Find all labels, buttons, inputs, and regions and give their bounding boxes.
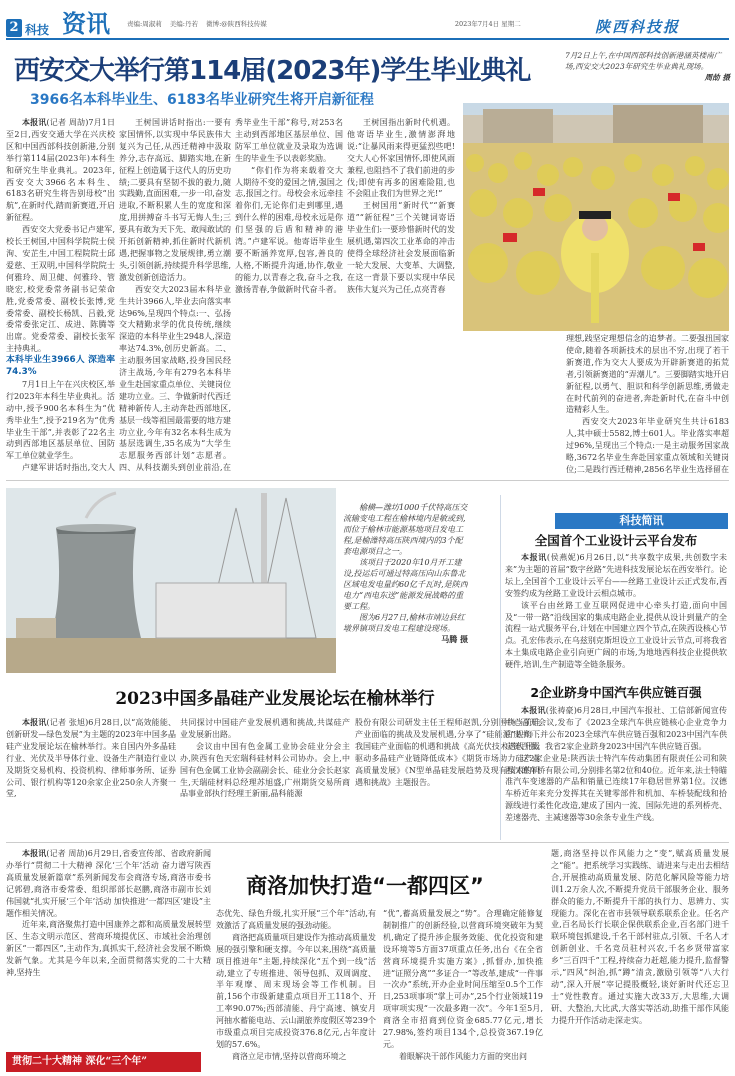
lead-col-3a: 秀毕业生干部”称号,对253名主动到西部地区基层单位、国防军工单位就业及录取为选调生的毕业生予以表彰奖励。 “你们作为将来载着交大人期待不变的爱国之情,强国之志,报国之行。母校会永远牵挂着你们,无论你们走到哪里,遇到什么样的困难,母校永远是你们坚强的后盾和精神的港湾。”卢建军说。他寄语毕业生要不断涵养宽厚,包容,善良的人格,不断提升沟通,协作,敬业的能力,以青春之我,奋斗之我,激扬青春,争做新时代奋斗者。 <box>235 118 343 294</box>
mid-headline: 2023中国多晶硅产业发展论坛在榆林举行 <box>115 689 435 709</box>
sidebar-item2-title: 2企业跻身中国汽车供应链百强 <box>530 685 702 700</box>
power-station-caption: 榆横—潍坊1000千伏特高压交流输变电工程在榆林境内是敏或到,而位于榆林市能源基地项目发电工程,是榆潍特高压陕西境内的3个配套电源项目之一。 该项目于2020年10月开工建设,投运后可通过特高压向山东鲁北区域电发电量约60亿千瓦时,是陕西电力“西电东送”能源发展战略的重要工程。 图为6月27日,榆林市靖边县红墩界镇项目发电工程建设现场。 马腾 摄 <box>343 503 468 644</box>
paper-name: 陕西科技报 <box>595 18 681 36</box>
lead-photo-credit: 周劼 摄 <box>704 73 730 82</box>
sidebar-item2-body: 本报讯(张祷豪)6月28日,中国汽车报社、工信部新闻宣传中心召开会议,发布了《2023全球汽车供应链核心企业竞争力白皮书》,并公布2023全球汽车供应链百强和2023中国汽车供应链百强。我省2家企业跻身2023中国汽车供应链百强。 这2家企业是:陕西法士特汽车传动集团有限责任公司和陕西汉德车桥有限公司,分别排名第2位和40位。近年来,法士特瞄准汽车变速器的产品和销量已连续17年稳居世界第1位。汉德车桥近年来充分发挥其在关键零部件和机加、车桥装配线和拾源线进行柔性化改造,建成了国内一流、国际先进的系列桥壳、差速器壳、主减速器等30余条专业生产线。 <box>505 705 727 823</box>
date-line: 2023年7月4日 星期二 <box>454 20 521 28</box>
mid-col-2: 共同探讨中国硅产业发展机遇和挑战,共谋硅产业发展新出路。 会议由中国有色金属工业协会硅业分会主办,陕西有色天宏瑞科硅材料公司协办。会上,中国有色金属工业协会副副会长、硅业分会长赵家生,天瑞硅材料总经理苏旭盛,广州期货交易所商品事业部执行经理王新丽,晶科能源 <box>180 718 350 799</box>
lead-col-4: 理想,践坚定理想信念的追梦者。二要强扭国家使命,随着各项新技术的层出不穷,出现了若干新赛道,作为交大人要成为开辟新赛道的拓荒者,引领新赛道的“弄潮儿”。三要脚踏实地开启新征程,以勇气、胆识和科学创新思维,勇做走在时代前列的奋进者,奔赴新时代,在奋斗中创造精彩人生。 西安交大2023年毕业研究生共计6183人,其中硕士5582,博士601人。毕业落实率超过96%,呈现出三个特点:一是主动服务国家战略,3672名毕业生奔赴国家重点领域和关键岗位;二是践行西迁精神,2856名毕业生选择留在 <box>566 334 729 474</box>
lead-col-3b: 王树国指出新时代机遇。他寄语毕业生,激情澎湃地说:“让暴风雨来得更猛烈些吧!交大人心怀家国情怀,即使风雨兼程,也阻挡不了我们前进的步伐;即使有再多的困难险阻,也不会阻止我们为世界之光!” 王树国用“新时代”“新赛道”“新征程”三个关键词寄语毕业生们:一要珍惜新时代的发展机遇,第四次工业革命的冲击使得全球经济社会发展面临新一轮大发展、大变革、大调整,在这一背景下要以实现中华民族伟大复兴为己任,点亮青春 <box>347 118 455 294</box>
bottom-banner: 贯彻二十大精神 深化“三个年” <box>6 1052 201 1072</box>
power-station-photo <box>6 488 336 673</box>
lead-col-1: 本报讯(记者 周劼)7月1日至2日,西安交通大学在兴庆校区和中国西部科技创新港,分别举行第114届(2023年)本科生和研究生毕业典礼。2023年,西安交大3966名本科生、6183名研究生将告别母校“出航”,在新时代,踏而新赛道,开启新征程。 西安交大党委书记卢建军,校长王树国,中国科学院院士侯洵、安芷生,中国工程院院士邱爱慈、王双明,中国科学院院士何雅玲、周卫健、何雅玲、管晓宏,校党委常务副书记荣命胜,党委常委、副校长张博,党委常委、副校长杨凯、吕毅,党委常委张定江、成进、陈腾等出席。党委常委、副校长张军主持典礼。 本科毕业生3966人 深造率74.3% 7月1日上午在兴庆校区,举行2023年本科生毕业典礼。活动中,授予900名本科生为“优秀毕业生”,授予219名为“优秀毕业生干部”,并表彰了22名主动到西部地区基层单位、国防军工单位就业学生。 卢建军讲话时指出,交大人 <box>6 117 115 473</box>
sidebar-item1-title: 全国首个工业设计云平台发布 <box>534 533 698 548</box>
bottom-headline: 商洛加快打造“一都四区” <box>246 874 484 898</box>
editor-1: 责编:周淑莉 <box>127 20 162 28</box>
bottom-col-2: 态优先、绿色升级,扎实开展“三个年”活动,有效激活了高质量发展的强劲动能。 商洛把高质量项目建设作为推动高质量发展的强引擎和硬支撑。今年以来,围绕“高质量项目推进年”主题,持续深化“五个到一线”活动,建立了专班推进、领导包抓、双周调度、半年观摩、周末现场会等工作机制。目前,156个市级新建重点项目开工118个、开工率90.07%;西部清能、丹宁高速、镇安月河抽水蓄能电站、云山湖旅养度假区等239个市级重点项目完成投资376.8亿元,占年度计划的57.6%。 商洛立足市情,坚持以营商环境之 <box>216 909 376 1061</box>
lead-col-2: 王树国讲话时指出:一要有家国情怀,以实现中华民族伟大复兴为己任,从西迁精神中汲取养分,志存高远、脚踏实地,在新征程上创造属于这代人的历史功绩;二要具有坚韧不拔的毅力,随实践勤,直面困难,一步一印,奋发进取,不断积累人生的宽度和深度,用拼搏奋斗书写无悔人生;三要具有敢为天下先、敢闯敢试的开拓创新精神,抓住新时代新机遇,把握事物之发展规律,勇立潮头,引领创新,持续提升科学思维,激发创新创造活力。 西安交大2023届本科毕业生共计3966人,毕业去向落实率达96%,呈现四个特点:一、弘扬交大精勤求学的优良传统,继续深造的本科毕业生2948人,深造率达74.3%,创历史新高。二、主动服务国家战略,投身国民经济主战场,今年有279名本科毕业生赴国家重点单位、关键岗位建功立业。三、争做新时代西迁精神新传人,主动奔赴西部地区,基层一线等祖国最需要的地方建功立业,今年有32名本科生成为基层选调生,35名成为“大学生志愿服务西部计划”志愿者。四、从科技潮头到创业前沿,在 <box>119 118 231 473</box>
masthead-rule <box>6 38 729 40</box>
section-divider <box>6 480 729 481</box>
editor-3: 微博:@陕西科技传媒 <box>206 20 267 28</box>
lead-section-head-undergrad: 本科毕业生3966人 深造率74.3% <box>6 355 115 378</box>
masthead <box>0 0 735 40</box>
lead-col-3 <box>235 117 455 475</box>
bottom-col-3: “优”,蓄高质量发展之“势”。合理确定能修复制制推广的创新经验,以营商环境突破年为契机,确定了提升涉企服务效能、优化投资和建设环境等5方面37项重点任务,出台《在全省营商环境提升实施方案》,抓督办,加快推进“证照分离”“多证合一”等改革,建成“一件事一次办”系统,开办企业时间压缩至0.5个工作日,253项事项“掌上可办”,25个行业领域119项审项实现“一次最多跑一次”。今年1至5月,商洛全市招商到位资金685.77亿元,增长27.98%,签约项目134个,总投资367.19亿元。 着眼解决干部作风能力方面的突出问 <box>383 909 543 1061</box>
mid-col-1: 本报讯(记者 张旭)6月28日,以“高效能能、创新研发—绿色发展”为主题的2023年中国多晶硅产业发展论坛在榆林举行。来自国内外多晶硅行业、光伏及半导体行业、设备生产制造行业以及期货交易机构、投资机构、律师事务所、证券公司、银行机构等120余家企业250余人齐聚一堂, <box>6 717 176 799</box>
page-number: 2 <box>6 19 22 37</box>
mid-col-3: 股份有限公司研发主任王程师赵凯,分别围绕当前硅产业面临的挑战及发展机遇,分享了“硅能源”视角下我国硅产业面临的机遇和挑战《高光伏技术迭代升级驱动多晶硅产业链降低成本》《期货市场助力硅产业高质量发展》《N型单晶硅发展趋势及现有技术的机遇和挑战》主题报告。 <box>355 718 540 787</box>
section-tag: 科技 <box>25 23 50 37</box>
lead-headline: 西安交大举行第114届(2023年)学生毕业典礼 <box>14 56 531 86</box>
editor-2: 美编:丹若 <box>169 20 198 28</box>
section-divider-2 <box>6 842 729 843</box>
power-station-credit: 马腾 摄 <box>441 634 468 644</box>
lead-photo-caption: 7月2日上午,在中国西部科技创新港涵英楼南广场,西安交大2023年研究生毕业典礼现场。 周劼 摄 <box>565 51 730 82</box>
editor-line <box>127 20 635 29</box>
lead-subheadline: 3966名本科毕业生、6183名毕业研究生将开启新征程 <box>30 92 374 108</box>
bottom-col-1: 本报讯(记者 周劼)6月29日,省委宣传部、省政府新闻办举行“贯彻二十大精神 深化‘三个年’活动 奋力谱写陕西高质量发展新篇章”系列新闻发布会商洛专场,商洛市委书记郭碧,商洛市委常委、组织部部长赵鹏,商洛市副市长刘伟国就“扎实开展‘三个年’活动 加快推进‘一都四区’建设”主题作相关情况。 近年来,商洛聚焦打造中国康养之都和高质量发展转型区、生态文明示范区、营商环境提优区、市域社会治理创新区“一都四区”,主动作为,真抓实干,经济社会发展不断焕发新气象。尤其是今年以来,全面贯彻落实党的二十大精神,坚持生 <box>6 848 211 978</box>
section-title: 资讯 <box>62 9 110 38</box>
bottom-col-4: 题,商洛坚持以作风能力之“变”,赋高质量发展之“能”。把系统学习实践练、请进来与走出去相结合,开展推动高质量发展、防范化解风险等能力培训1.2万余人次,不断提升党员干部服务企业、服务群众的能力,不断提升干部的执行力、思辨力、实现能力。深化在省市县领导联系联系企业。任名产业,百名局长行长联企保供联系企业,百名部门进千联环境包抓建设,千名干部村驻点,引领、千名人才创新创业、千名竞员驻村兴农,千名乡贤带富家乡“三百四千”工程,持续奋力赶超,能力提升,监督警示,“四风”纠治,抓“蹲”清贪,激励引领等“八大行动”,深入开展“宰记提股概轻,谈好新时代还忘卫士”党性教育。通过实施大改33万,大思维,大调研、大整治,大比武,大落实等活动,助推干部作风能力提升开作活动走深走实。 <box>551 849 729 1025</box>
sidebar-strip: 科技简讯 <box>555 513 728 529</box>
graduation-photo <box>463 103 729 331</box>
sidebar-item1-body: 本报讯(侯燕妮)6月26日,以“共享数字成果,共创数字未来”为主题的首届“数字丝路”先进科技发展论坛在西安举行。论坛上,全国首个工业设计云平台——丝路工业设计云正式发布,西安签约成为丝路工业设计云相点城市。 该平台由丝路工业互联网促进中心牵头打造,面向中国及“一带一路”沿线国家的集成电路企业,提供从设计到量产的全流程一站式服务平台,计划在中国建立四个节点,在陕西设核心节点。孔宏伟表示,在乌兹别克斯坦设立工业设计云节点,可将我省本土集成电路企业引向更广阔的市场,为地地西科技企业提供软硬件,培训,生产制造等全链条服务。 <box>505 552 727 670</box>
